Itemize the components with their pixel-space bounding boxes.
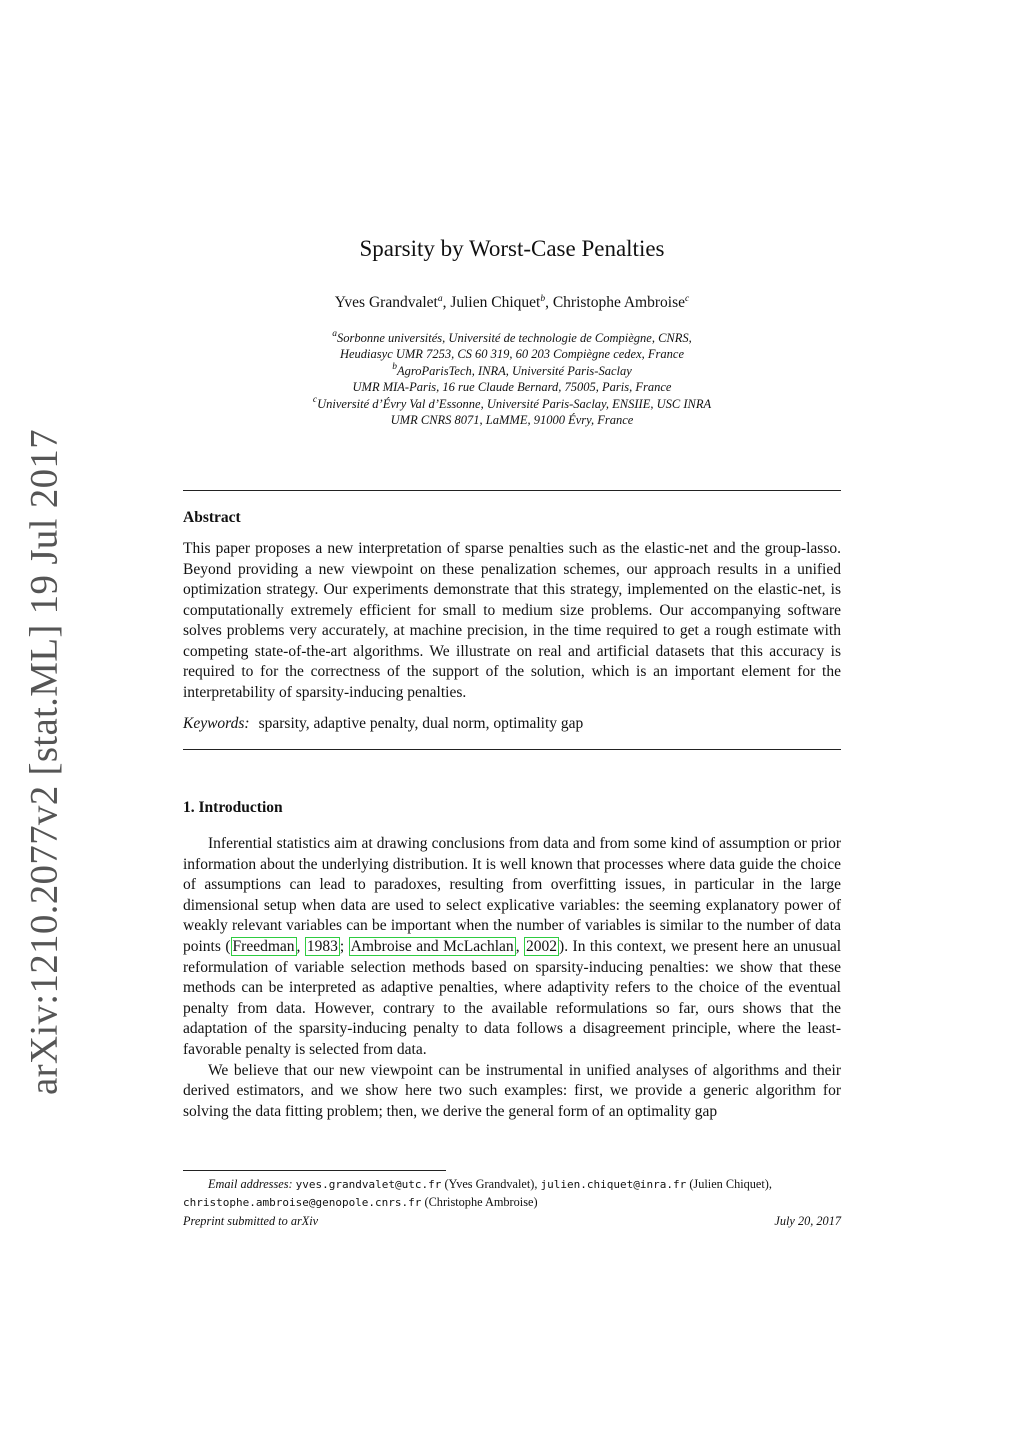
email-owner: (Julien Chiquet), — [689, 1177, 772, 1191]
introduction-body — [183, 834, 841, 1122]
author-separator: , — [545, 294, 553, 311]
affiliation-mark: a — [332, 329, 337, 339]
author-name: Julien Chiquet — [450, 294, 541, 311]
affiliation-line — [0, 396, 1024, 412]
affiliation-text: Heudiasyc UMR 7253, CS 60 319, 60 203 Compiègne cedex, France — [339, 347, 685, 362]
affiliation-mark: c — [312, 394, 318, 405]
affiliation-mark: b — [540, 294, 546, 304]
affiliation-line — [0, 330, 1024, 346]
email-label: Email addresses: — [208, 1177, 293, 1191]
affiliation-text: UMR CNRS 8071, LaMME, 91000 Évry, France — [390, 413, 634, 428]
paragraph-text: ). In this context, we present here an unusual reformulation of variable selection methods based on sparsity-inducing penalties: we show that these methods can be interpreted as adaptive penalties, where adaptivity refers to the choice of the eventual penalty from data. However, contrary to the available reformulations so far, ours shows that the adaptation of the sparsity-inducing penalty to data follows a disagreement principle, where the least-favorable penalty is selected from data. — [183, 937, 842, 1058]
author-list — [0, 294, 1024, 312]
affiliation-text: Sorbonne universités, Université de technologie de Compiègne, CNRS, — [336, 331, 692, 345]
paragraph-text: Inferential statistics aim at drawing conclusions from data and from some kind of assumption or prior information about the underlying distribution. It is well known that processes where data guide the choice of assumptions can lead to paradoxes, resulting from overfitting issues, in particular in the large dimensional setup when data are used to select explicative variables: the seeming explanatory power of weakly relevant variables can be important when the number of variables is similar to the number of data points ( — [183, 835, 841, 955]
author-name: Christophe Ambroise — [552, 294, 685, 311]
paragraph: We believe that our new viewpoint can be instrumental in unified analyses of algorithms and their derived estimators, and we show here two such examples: first, we provide a generic algorithm for solving the data fitting problem; then, we derive the general form of an optimality gap — [183, 1061, 841, 1120]
author-name: Yves Grandvalet — [334, 294, 438, 311]
email-address[interactable]: yves.grandvalet@utc.fr — [295, 1178, 442, 1191]
keywords-text: sparsity, adaptive penalty, dual norm, optimality gap — [258, 715, 584, 732]
abstract-heading: Abstract — [183, 509, 241, 526]
arxiv-identifier: arXiv:1210.2077v2 [stat.ML] 19 Jul 2017 — [22, 429, 66, 1095]
affiliation-mark: b — [392, 361, 397, 372]
footnote-emails — [183, 1176, 845, 1211]
citation-link[interactable]: 2002 — [526, 937, 558, 955]
affiliation-text: Université d’Évry Val d’Essonne, Université Paris-Saclay, ENSIIE, USC INRA — [317, 396, 712, 411]
affiliation-text: AgroParisTech, INRA, Université Paris-Saclay — [396, 363, 632, 378]
email-address[interactable]: julien.chiquet@inra.fr — [540, 1178, 687, 1191]
affiliation-line — [0, 379, 1024, 395]
affiliation-line — [0, 346, 1024, 362]
affiliations — [0, 330, 1024, 428]
affiliation-line — [0, 363, 1024, 379]
affiliation-text: UMR MIA-Paris, 16 rue Claude Bernard, 75005, Paris, France — [352, 380, 672, 395]
preprint-note: Preprint submitted to arXiv — [183, 1214, 319, 1228]
email-owner: (Yves Grandvalet), — [444, 1177, 538, 1191]
abstract-top-rule — [183, 490, 841, 491]
citation-link[interactable]: Ambroise and McLachlan — [350, 937, 514, 955]
affiliation-mark: a — [437, 294, 443, 304]
abstract-body: This paper proposes a new interpretation of sparse penalties such as the elastic-net and the group-lasso. Beyond providing a new viewpoint on these penalization schemes, our approach results in a unified optimization strategy. Our experiments demonstrate that this strategy, implemented on the elastic-net, is computationally extremely efficient for small to medium size problems. Our accompanying software solves problems very accurately, at machine precision, in the time required to get a rough estimate with competing state-of-the-art algorithms. We illustrate on real and artificial datasets that this accuracy is required to for the correctness of the support of the solution, which is an important element for the interpretability of sparsity-inducing penalties. — [183, 540, 841, 701]
section-heading-introduction: 1. Introduction — [183, 799, 283, 816]
abstract-bottom-rule — [183, 749, 841, 750]
email-owner: (Christophe Ambroise) — [424, 1194, 538, 1209]
affiliation-line — [0, 412, 1024, 428]
author-separator: , — [442, 294, 451, 311]
citation-link[interactable]: 1983 — [306, 937, 338, 955]
keywords — [183, 715, 583, 733]
footnote-rule — [183, 1170, 446, 1171]
email-address[interactable]: christophe.ambroise@genopole.cnrs.fr — [183, 1195, 422, 1209]
citation-link[interactable]: Freedman — [232, 937, 295, 955]
paper-title: Sparsity by Worst-Case Penalties — [359, 236, 665, 261]
affiliation-mark: c — [685, 294, 690, 304]
keywords-label: Keywords: — [183, 715, 250, 732]
paragraph: Inferential statistics aim at drawing conclusions from data and from some kind of assumption or prior information about the underlying distribution. It is well known that processes where data guide the choice of assumptions can lead to paradoxes, resulting from overfitting issues, in particular in the large dimensional setup when data are used to select explicative variables: the seeming explanatory power of weakly relevant variables can be important when the number of variables is similar to the number of data points ( Freedman , 1983 ; Ambroise and McLachlan , 2002 ). In this context, we present here an unusual reformulation of variable selection methods based on sparsity-inducing penalties: we show that these methods can be interpreted as adaptive penalties, where adaptivity refers to the choice of the eventual penalty from data. However, contrary to the available reformulations so far, ours shows that the adaptation of the sparsity-inducing penalty to data follows a disagreement principle, where the least-favorable penalty is selected from data. — [183, 835, 842, 1058]
submission-date: July 20, 2017 — [774, 1214, 841, 1228]
